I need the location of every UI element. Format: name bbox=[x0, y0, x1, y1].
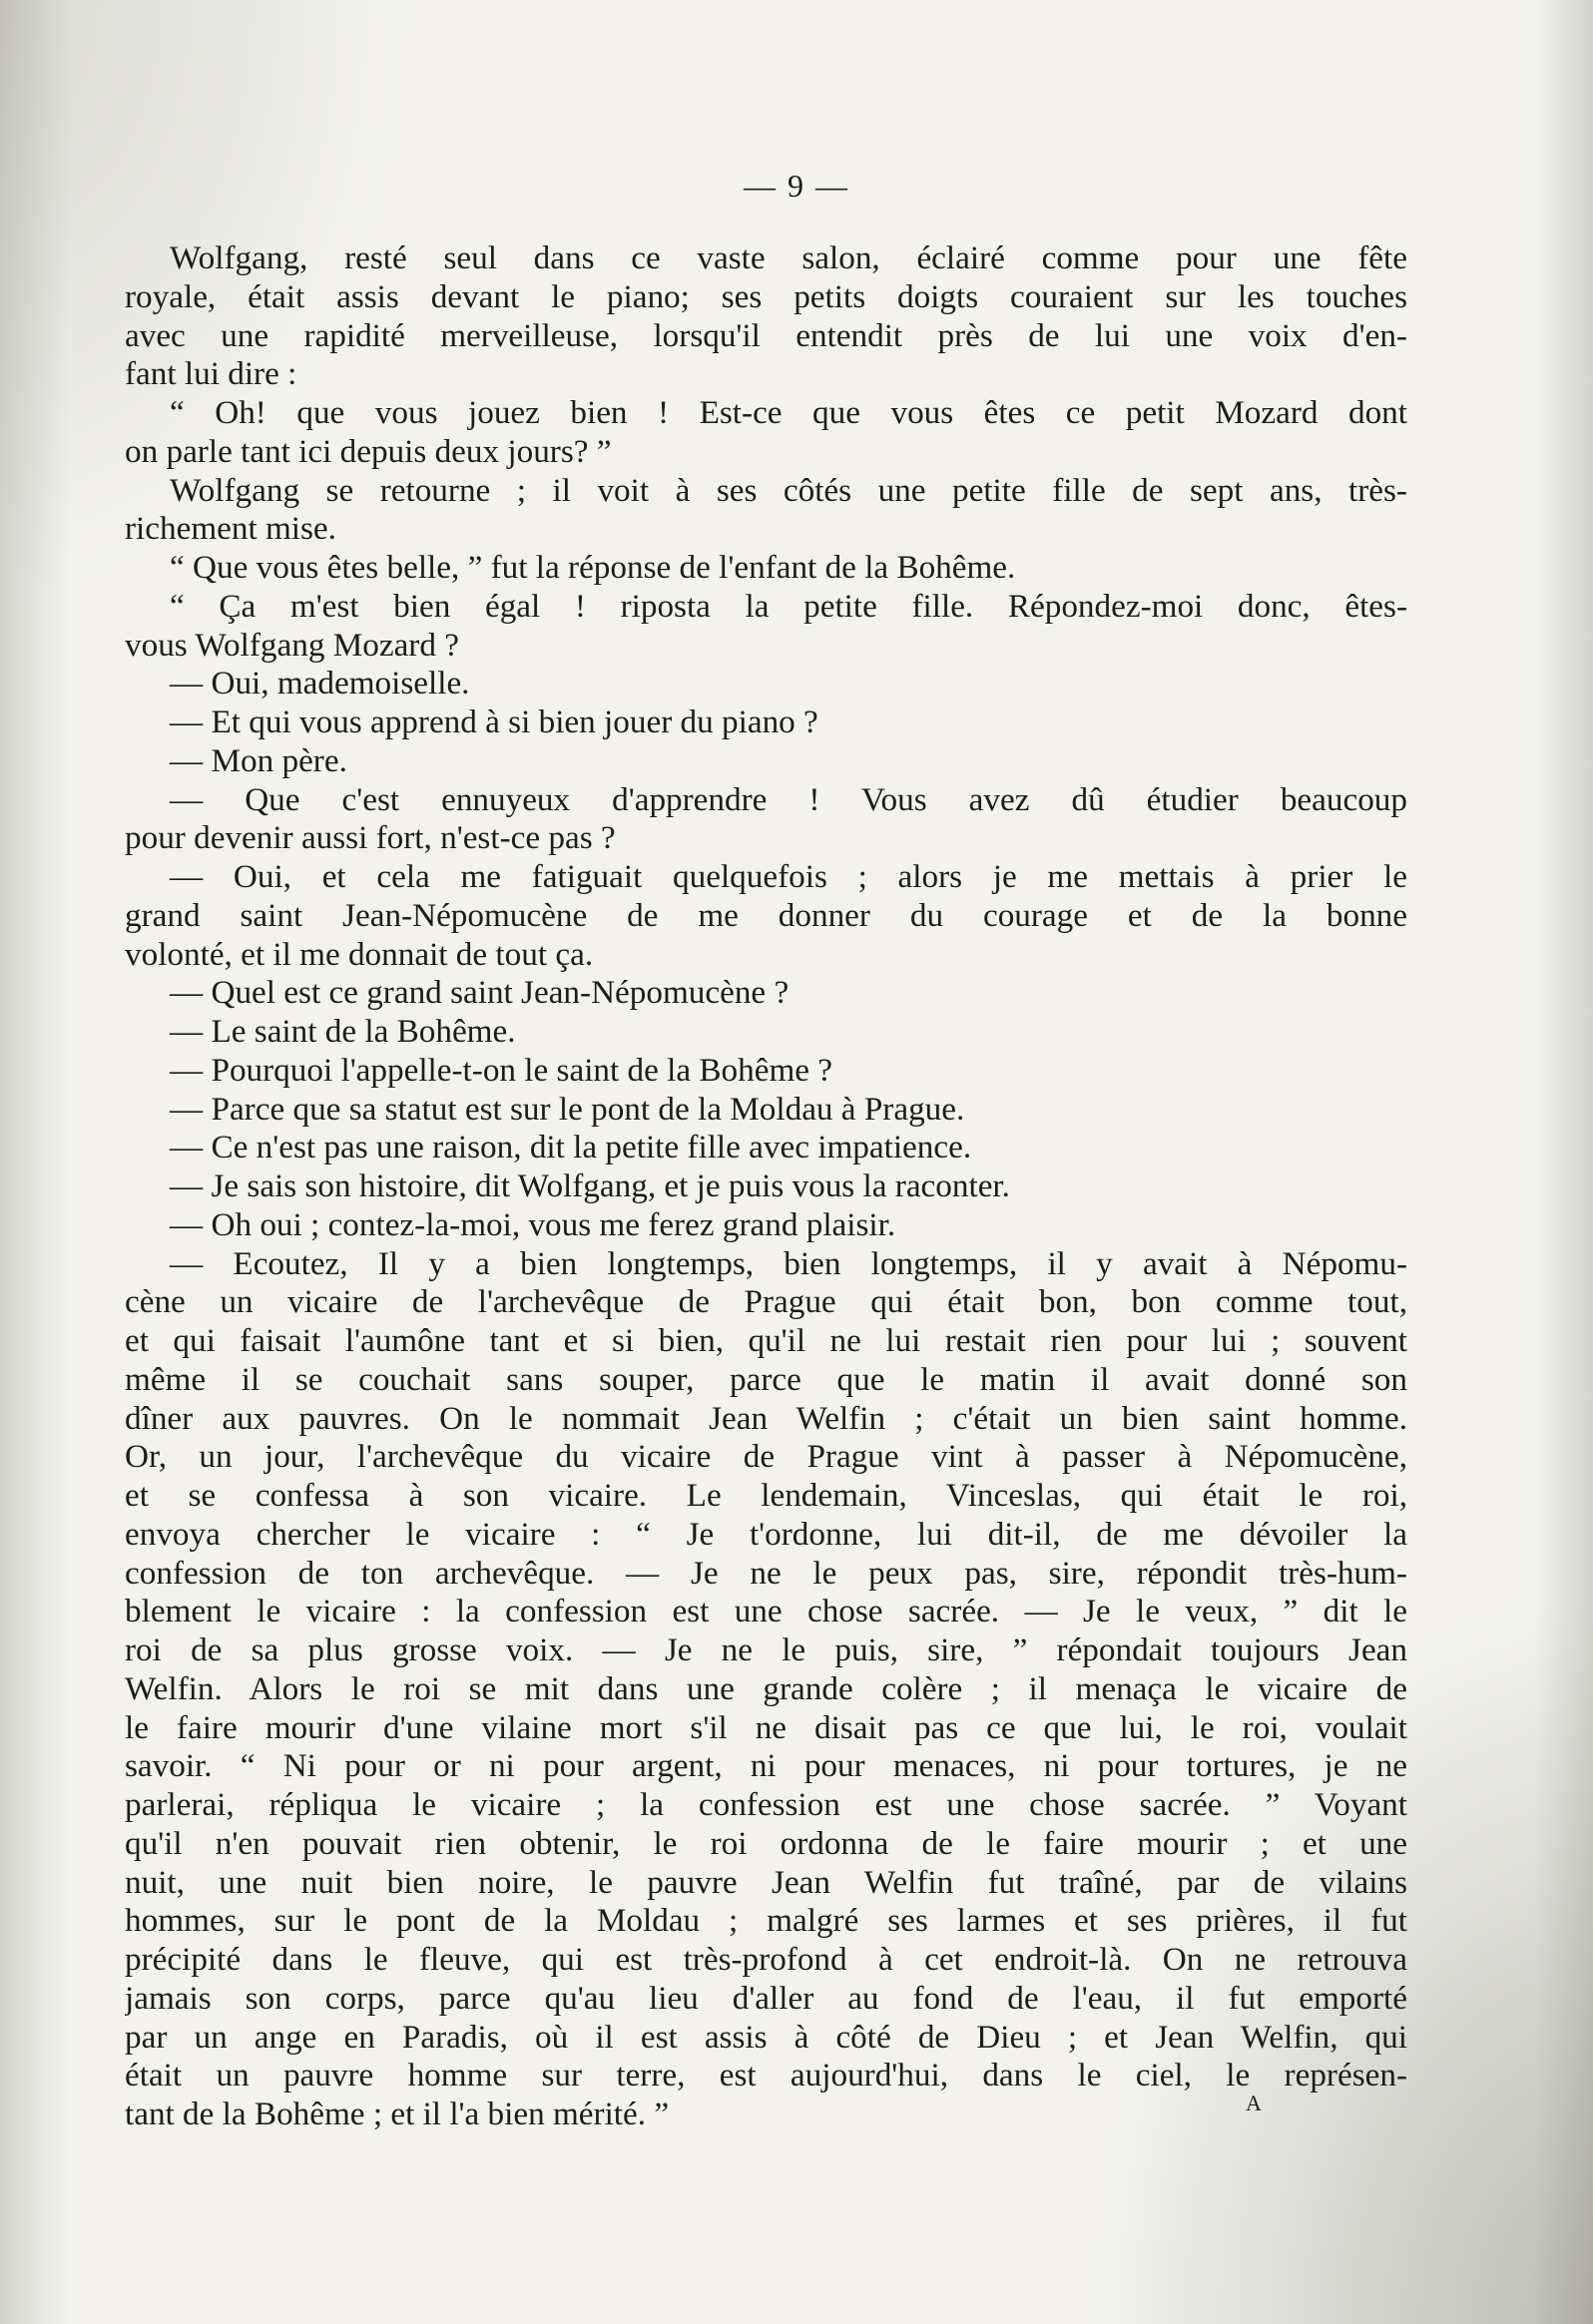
text-line: jamais son corps, parce qu'au lieu d'aller au fond de l'eau, il fut emporté bbox=[125, 1979, 1407, 2017]
text-line: fant lui dire : bbox=[125, 355, 297, 393]
text-line: — Ce n'est pas une raison, dit la petite fille avec impatience. bbox=[170, 1129, 972, 1166]
text-line: vous Wolfgang Mozard ? bbox=[125, 626, 459, 664]
text-line: “ Que vous êtes belle, ” fut la réponse de l'enfant de la Bohême. bbox=[170, 549, 1016, 586]
text-line: le faire mourir d'une vilaine mort s'il ne disait pas ce que lui, le roi, voulait bbox=[125, 1708, 1407, 1746]
text-line: — Le saint de la Bohême. bbox=[170, 1013, 516, 1050]
text-line: grand saint Jean-Népomucène de me donner du courage et de la bonne bbox=[125, 896, 1407, 934]
text-line: était un pauvre homme sur terre, est aujourd'hui, dans le ciel, le représen- bbox=[125, 2057, 1407, 2094]
text-line: — Oui, mademoiselle. bbox=[170, 665, 470, 702]
text-line: parlerai, répliqua le vicaire ; la confession est une chose sacrée. ” Voyant bbox=[125, 1786, 1407, 1823]
text-line: — Pourquoi l'appelle-t-on le saint de la Bohême ? bbox=[170, 1051, 833, 1089]
text-line: Wolfgang se retourne ; il voit à ses côtés une petite fille de sept ans, très- bbox=[170, 471, 1407, 509]
text-line: envoya chercher le vicaire : “ Je t'ordonne, lui dit-il, de me dévoiler la bbox=[125, 1515, 1407, 1553]
text-line: “ Oh! que vous jouez bien ! Est-ce que vous êtes ce petit Mozard dont bbox=[170, 394, 1407, 431]
page-number: — 9 — bbox=[744, 168, 849, 204]
text-line: — Mon père. bbox=[170, 741, 347, 779]
text-line: hommes, sur le pont de la Moldau ; malgré ses larmes et ses prières, il fut bbox=[125, 1902, 1407, 1940]
text-line: savoir. “ Ni pour or ni pour argent, ni pour menaces, ni pour tortures, je ne bbox=[125, 1747, 1407, 1785]
text-line: Wolfgang, resté seul dans ce vaste salon, éclairé comme pour une fête bbox=[170, 239, 1407, 276]
text-line: pour devenir aussi fort, n'est-ce pas ? bbox=[125, 819, 616, 857]
text-line: “ Ça m'est bien égal ! riposta la petite fille. Répondez-moi donc, êtes- bbox=[170, 587, 1407, 625]
text-line: cène un vicaire de l'archevêque de Prague qui était bon, bon comme tout, bbox=[125, 1283, 1407, 1321]
text-line: — Oh oui ; contez-la-moi, vous me ferez grand plaisir. bbox=[170, 1205, 896, 1243]
text-line: Or, un jour, l'archevêque du vicaire de Prague vint à passer à Népomucène, bbox=[125, 1438, 1407, 1476]
text-line: précipité dans le fleuve, qui est très-profond à cet endroit-là. On ne retrouva bbox=[125, 1941, 1407, 1978]
text-line: et qui faisait l'aumône tant et si bien, qu'il ne lui restait rien pour lui ; souvent bbox=[125, 1322, 1407, 1359]
text-line: — Que c'est ennuyeux d'apprendre ! Vous avez dû étudier beaucoup bbox=[170, 780, 1407, 818]
text-line: — Je sais son histoire, dit Wolfgang, et je puis vous la raconter. bbox=[170, 1167, 1010, 1204]
text-line: richement mise. bbox=[125, 510, 336, 548]
text-line: qu'il n'en pouvait rien obtenir, le roi ordonna de le faire mourir ; et une bbox=[125, 1824, 1407, 1862]
text-line: confession de ton archevêque. — Je ne le peux pas, sire, répondit très-hum- bbox=[125, 1554, 1407, 1592]
signature-mark: A bbox=[1246, 2091, 1262, 2115]
text-line: — Quel est ce grand saint Jean-Népomucène ? bbox=[170, 974, 790, 1012]
text-line: nuit, une nuit bien noire, le pauvre Jean Welfin fut traîné, par de vilains bbox=[125, 1863, 1407, 1901]
text-line: — Ecoutez, Il y a bien longtemps, bien longtemps, il y avait à Népomu- bbox=[170, 1244, 1407, 1282]
text-line: même il se couchait sans souper, parce que le matin il avait donné son bbox=[125, 1360, 1407, 1398]
text-line: — Et qui vous apprend à si bien jouer du piano ? bbox=[170, 703, 818, 740]
body-text bbox=[125, 239, 1407, 2134]
text-line: on parle tant ici depuis deux jours? ” bbox=[125, 432, 612, 470]
text-line: royale, était assis devant le piano; ses petits doigts couraient sur les touches bbox=[125, 277, 1407, 315]
text-line: dîner aux pauvres. On le nommait Jean Welfin ; c'était un bien saint homme. bbox=[125, 1399, 1407, 1437]
text-line: Welfin. Alors le roi se mit dans une grande colère ; il menaça le vicaire de bbox=[125, 1669, 1407, 1707]
text-line: roi de sa plus grosse voix. — Je ne le puis, sire, ” répondait toujours Jean bbox=[125, 1631, 1407, 1668]
text-line: volonté, et il me donnait de tout ça. bbox=[125, 935, 594, 973]
text-line: — Oui, et cela me fatiguait quelquefois ; alors je me mettais à prier le bbox=[170, 858, 1407, 895]
text-line: avec une rapidité merveilleuse, lorsqu'il entendit près de lui une voix d'en- bbox=[125, 316, 1407, 354]
text-line: blement le vicaire : la confession est une chose sacrée. — Je le veux, ” dit le bbox=[125, 1593, 1407, 1630]
text-line: tant de la Bohême ; et il l'a bien mérité. ” bbox=[125, 2095, 670, 2132]
text-line: — Parce que sa statut est sur le pont de la Moldau à Prague. bbox=[170, 1090, 965, 1128]
text-line: et se confessa à son vicaire. Le lendemain, Vinceslas, qui était le roi, bbox=[125, 1477, 1407, 1514]
text-line: par un ange en Paradis, où il est assis à côté de Dieu ; et Jean Welfin, qui bbox=[125, 2018, 1407, 2056]
